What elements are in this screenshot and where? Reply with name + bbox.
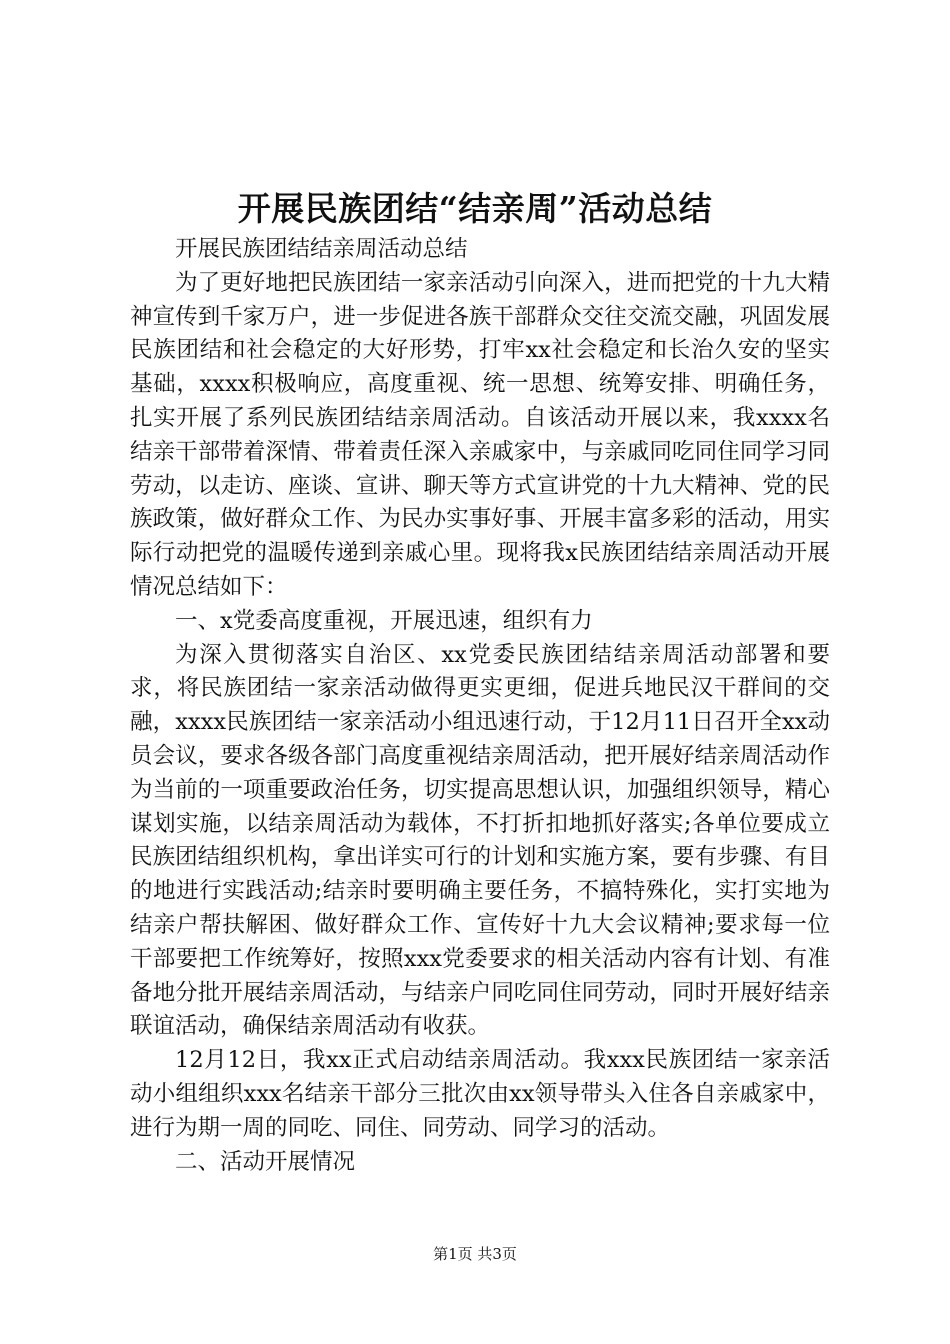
document-title: 开展民族团结“结亲周”活动总结 — [237, 189, 713, 228]
paragraph-launch: 12月12日，我xx正式启动结亲周活动。我xxx民族团结一家亲活动小组组织xxx名结亲干部分三批次由xx领导带头入住各自亲戚家中，进行为期一周的同吃、同住、同劳动、同学习的活动。 — [130, 1047, 830, 1141]
section-heading-2: 二、活动开展情况 — [175, 1148, 356, 1175]
paragraph-subtitle: 开展民族团结结亲周活动总结 — [175, 236, 468, 262]
document-body — [130, 233, 830, 1179]
section-heading-1: 一、x党委高度重视，开展迅速，组织有力 — [175, 607, 593, 634]
paragraph-section-1: 为深入贯彻落实自治区、xx党委民族团结结亲周活动部署和要求，将民族团结一家亲活动做得更实更细，促进兵地民汉干群间的交融，xxxx民族团结一家亲活动小组迅速行动，于12月11日召开全xx动员会议，要求各级各部门高度重视结亲周活动，把开展好结亲周活动作为当前的一项重要政治任务，切实提高思想认识，加强组织领导，精心谋划实施，以结亲周活动为载体，不打折扣地抓好落实;各单位要成立民族团结组织机构，拿出详实可行的计划和实施方案，要有步骤、有目的地进行实践活动;结亲时要明确主要任务，不搞特殊化，实打实地为结亲户帮扶解困、做好群众工作、宣传好十九大会议精神;要求每一位干部要把工作统筹好，按照xxx党委要求的相关活动内容有计划、有准备地分批开展结亲周活动，与结亲户同吃同住同劳动，同时开展好结亲联谊活动，确保结亲周活动有收获。 — [130, 641, 830, 1040]
paragraph-intro: 为了更好地把民族团结一家亲活动引向深入，进而把党的十九大精神宣传到千家万户，进一步促进各族干部群众交往交流交融，巩固发展民族团结和社会稳定的大好形势，打牢xx社会稳定和长治久安的坚实基础，xxxx积极响应，高度重视、统一思想、统筹安排、明确任务，扎实开展了系列民族团结结亲周活动。自该活动开展以来，我xxxx名结亲干部带着深情、带着责任深入亲戚家中，与亲戚同吃同住同学习同劳动，以走访、座谈、宣讲、聊天等方式宣讲党的十九大精神、党的民族政策，做好群众工作、为民办实事好事、开展丰富多彩的活动，用实际行动把党的温暖传递到亲戚心里。现将我x民族团结结亲周活动开展情况总结如下： — [130, 269, 830, 600]
page-number-footer: 第1页 共3页 — [433, 1245, 517, 1263]
